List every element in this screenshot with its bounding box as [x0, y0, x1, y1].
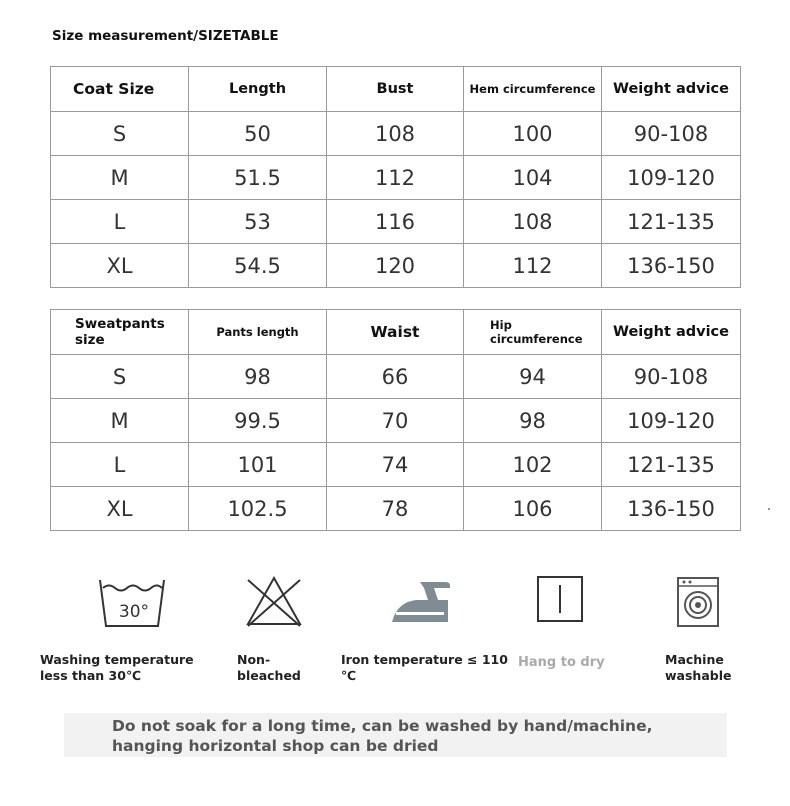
care-note: Do not soak for a long time, can be washed by hand/machine, hanging horizontal shop can be dried	[112, 717, 653, 755]
header-cell: Sweatpants size	[51, 310, 189, 355]
table-row	[51, 443, 741, 487]
table-cell: 51.5	[189, 156, 327, 200]
table-cell: 120	[327, 244, 464, 288]
care-label: Machine washable	[665, 652, 732, 683]
table-cell: S	[51, 355, 189, 399]
table-cell: XL	[51, 244, 189, 288]
header-cell: Hip circumference	[464, 310, 602, 355]
table-cell: 136-150	[602, 487, 741, 531]
table-cell: 98	[189, 355, 327, 399]
table-row	[51, 399, 741, 443]
table-cell: 54.5	[189, 244, 327, 288]
table-cell: M	[51, 156, 189, 200]
table-cell: 108	[464, 200, 602, 244]
table-cell: 106	[464, 487, 602, 531]
header-cell: Waist	[327, 310, 464, 355]
table-cell: 121-135	[602, 443, 741, 487]
table-cell: 94	[464, 355, 602, 399]
table-cell: 108	[327, 112, 464, 156]
table-cell: 112	[464, 244, 602, 288]
header-cell: Weight advice	[602, 310, 741, 355]
sweatpants-size-table	[50, 309, 741, 531]
table-header-row	[51, 310, 741, 355]
table-row	[51, 156, 741, 200]
header-cell: Length	[189, 67, 327, 112]
table-cell: S	[51, 112, 189, 156]
care-label: Iron temperature ≤ 110 ℃	[341, 652, 508, 683]
header-cell: Pants length	[189, 310, 327, 355]
table-cell: 121-135	[602, 200, 741, 244]
table-row	[51, 355, 741, 399]
header-cell: Hem circumference	[464, 67, 602, 112]
table-cell: 90-108	[602, 355, 741, 399]
care-label: Non-bleached	[237, 652, 301, 683]
coat-size-table	[50, 66, 741, 288]
wash-30-icon	[92, 576, 172, 628]
header-cell: Coat Size	[51, 67, 189, 112]
table-cell: 100	[464, 112, 602, 156]
table-cell: 99.5	[189, 399, 327, 443]
table-cell: 74	[327, 443, 464, 487]
table-cell: 98	[464, 399, 602, 443]
no-bleach-icon	[234, 576, 314, 628]
page-title: Size measurement/SIZETABLE	[52, 28, 279, 44]
table-cell: 112	[327, 156, 464, 200]
table-cell: 136-150	[602, 244, 741, 288]
table-cell: 53	[189, 200, 327, 244]
table-cell: 70	[327, 399, 464, 443]
care-label: Washing temperature less than 30℃	[40, 652, 194, 683]
stray-dot	[768, 508, 770, 510]
header-cell: Weight advice	[602, 67, 741, 112]
hang-dry-icon	[520, 576, 600, 628]
table-header-row	[51, 67, 741, 112]
table-cell: 109-120	[602, 156, 741, 200]
table-row	[51, 487, 741, 531]
header-cell: Bust	[327, 67, 464, 112]
table-cell: 109-120	[602, 399, 741, 443]
table-cell: 78	[327, 487, 464, 531]
table-cell: 50	[189, 112, 327, 156]
iron-icon	[378, 576, 458, 628]
table-cell: XL	[51, 487, 189, 531]
table-cell: 102	[464, 443, 602, 487]
table-cell: 66	[327, 355, 464, 399]
table-cell: L	[51, 200, 189, 244]
table-cell: 90-108	[602, 112, 741, 156]
table-cell: 102.5	[189, 487, 327, 531]
table-cell: 116	[327, 200, 464, 244]
table-cell: M	[51, 399, 189, 443]
table-cell: 104	[464, 156, 602, 200]
table-cell: 101	[189, 443, 327, 487]
table-cell: L	[51, 443, 189, 487]
table-row	[51, 200, 741, 244]
table-row	[51, 244, 741, 288]
wash-temperature-text: 30°	[118, 602, 150, 622]
table-row	[51, 112, 741, 156]
care-label: Hang to dry	[518, 655, 605, 670]
machine-wash-icon	[658, 576, 738, 628]
